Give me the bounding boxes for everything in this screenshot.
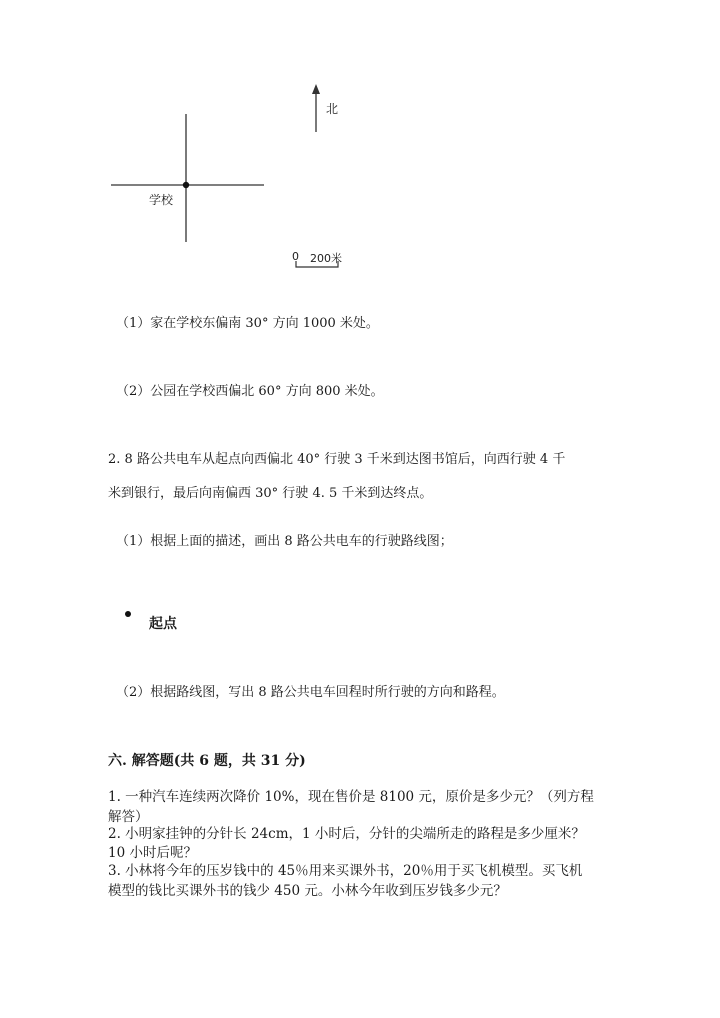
problem1-sub2: （2）公园在学校西偏北 60° 方向 800 米处。 [116,384,384,399]
q2-line2: 10 小时后呢？ [108,845,197,861]
q1-line1: 1. 一种汽车连续两次降价 10%，现在售价是 8100 元，原价是多少元？（列方程 [108,789,594,805]
scale-zero-label: 0 [292,250,299,263]
section6-heading: 六. 解答题(共 6 题，共 31 分) [108,753,306,769]
q2-line1: 2. 小明家挂钟的分针长 24cm，1 小时后，分针的尖端所走的路程是多少厘米？ [108,826,585,842]
start-point-marker [120,606,136,622]
start-label: 起点 [149,616,177,632]
problem1-sub1: （1）家在学校东偏南 30° 方向 1000 米处。 [116,316,379,331]
q3-line1: 3. 小林将今年的压岁钱中的 45％用来买课外书，20％用于买飞机模型。买飞机 [108,863,583,879]
school-map-figure [0,0,720,280]
q3-line2: 模型的钱比买课外书的钱少 450 元。小林今年收到压岁钱多少元？ [108,883,507,899]
scale-value-label: 200米 [310,252,342,265]
arrowhead-icon [312,84,320,94]
problem2-sub1: （1）根据上面的描述，画出 8 路公共电车的行驶路线图； [116,534,453,549]
north-label: 北 [326,102,339,116]
school-label: 学校 [149,193,174,207]
q1-line2: 解答） [108,809,149,825]
problem2-sub2: （2）根据路线图，写出 8 路公共电车回程时所行驶的方向和路程。 [116,685,505,700]
school-point [183,182,189,188]
problem2-line1: 2. 8 路公共电车从起点向西偏北 40° 行驶 3 千米到达图书馆后，向西行驶 4 千 [108,452,566,467]
problem2-line2: 米到银行，最后向南偏西 30° 行驶 4. 5 千米到达终点。 [108,486,433,501]
